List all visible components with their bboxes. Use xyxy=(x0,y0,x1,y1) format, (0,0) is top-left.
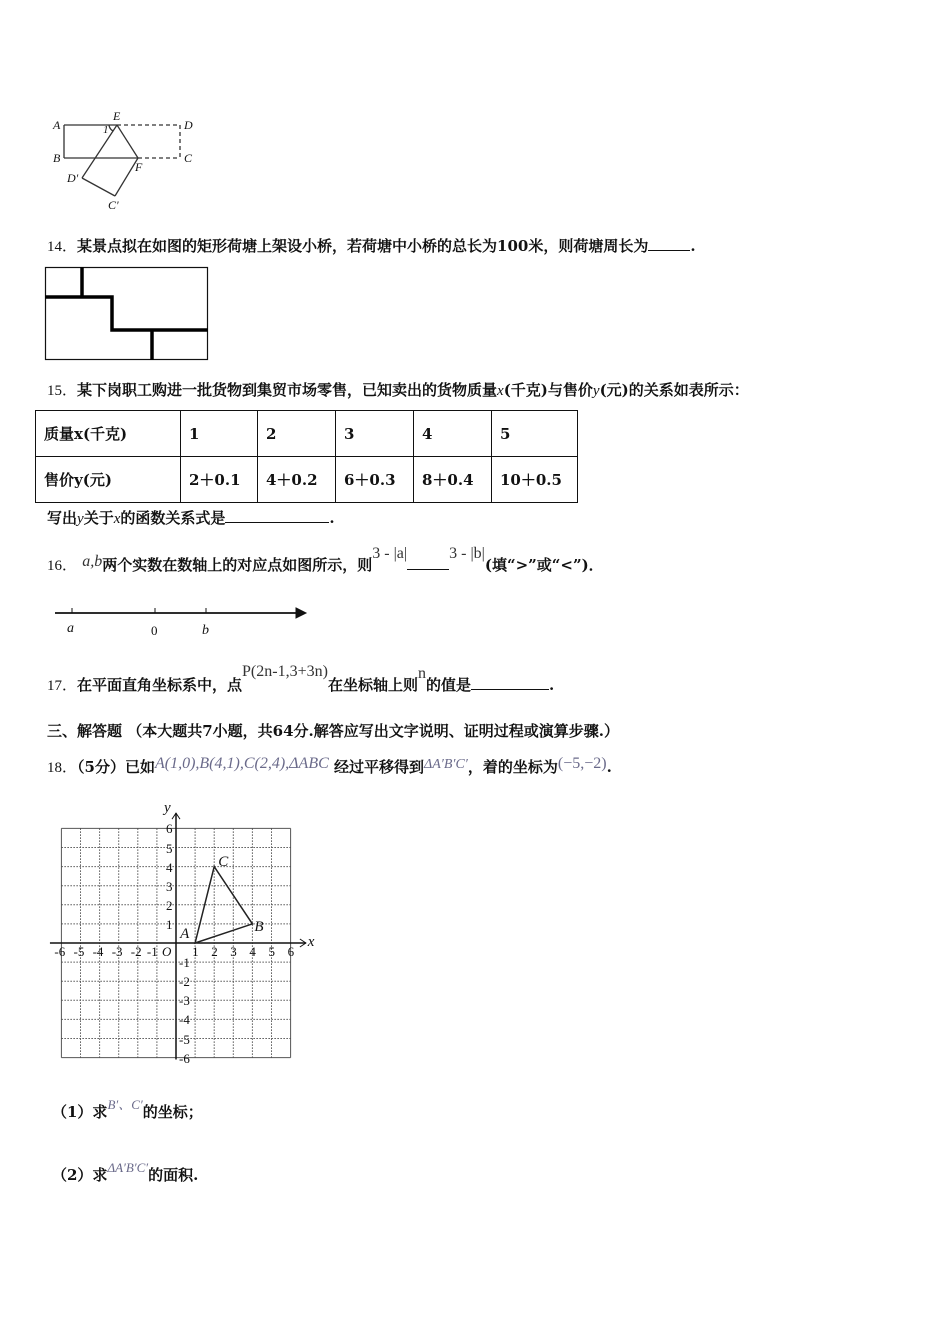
x-tick-label: -1 xyxy=(146,944,158,959)
x-tick-label: -6 xyxy=(54,944,66,959)
var-y: y xyxy=(592,383,600,399)
q16-text: 两个实数在数轴上的对应点如图所示，则 xyxy=(102,556,373,574)
y-tick-label: 4 xyxy=(166,859,173,875)
q15-end: . xyxy=(329,509,335,527)
q17-end: . xyxy=(548,676,555,694)
axis-label-b: b xyxy=(202,623,209,638)
q15-text-a: 某下岗职工购进一批货物到集贸市场零售，已知卖出的货物质量 xyxy=(77,381,498,399)
table-cell: 8＋0.4 xyxy=(414,457,492,503)
y-tick-label: 3 xyxy=(166,878,173,894)
q15-text-c: (元)的关系如表所示： xyxy=(599,381,749,399)
q18-text-b: ，着的坐标为 xyxy=(467,758,558,776)
q16-answer-blank[interactable] xyxy=(407,555,449,570)
y-tick-label: 6 xyxy=(166,821,173,837)
x-axis-label: x xyxy=(307,934,315,950)
point-label-B: B xyxy=(254,918,264,935)
expr-3-minus-abs-b: 3 - |b| xyxy=(449,545,485,562)
q14-answer-blank[interactable] xyxy=(648,236,690,251)
q17-text-c: 的值是 xyxy=(425,676,471,694)
question-14 xyxy=(47,236,696,257)
origin-label: O xyxy=(162,944,172,959)
var-x: x xyxy=(113,511,121,527)
pond-bridge-figure xyxy=(45,267,208,360)
question-18 xyxy=(47,757,612,779)
triangle-abc xyxy=(195,867,252,943)
angle-label: 1 xyxy=(103,124,109,136)
x-tick-label: -3 xyxy=(111,944,123,959)
expr-3-minus-abs-a: 3 - |a| xyxy=(372,545,408,562)
x-tick-label: 5 xyxy=(268,944,275,959)
q15-follow-up xyxy=(47,508,335,529)
label-C: C xyxy=(184,151,193,165)
table-cell: 3 xyxy=(336,411,414,457)
x-tick-label: -5 xyxy=(73,944,85,959)
axis-label-zero: 0 xyxy=(151,623,158,638)
q18-end: . xyxy=(606,758,612,776)
y-tick-label: -1 xyxy=(179,955,190,971)
q18-score: （5分）已如 xyxy=(77,758,155,776)
q15-number: 15． xyxy=(47,383,78,399)
x-axis-arrow xyxy=(300,939,306,947)
q14-text: 某景点拟在如图的矩形荷塘上架设小桥，若荷塘中小桥的总长为100米，则荷塘周长为 xyxy=(77,237,649,255)
q14-end: . xyxy=(690,237,696,255)
q17-text-b: 在坐标轴上则 xyxy=(327,676,418,694)
number-line xyxy=(55,608,306,618)
section-3-heading: 三、解答题 （本大题共7小题，共64分.解答应写出文字说明、证明过程或演算步骤.） xyxy=(47,722,619,740)
table-cell: 2＋0.1 xyxy=(181,457,258,503)
var-x: x xyxy=(497,383,504,399)
table-cell: 6＋0.3 xyxy=(336,457,414,503)
q18-text-a: 经过平移得到 xyxy=(334,758,425,776)
q18-part-1 xyxy=(52,1097,203,1123)
x-tick-label: -2 xyxy=(130,944,142,959)
q18-number: 18． xyxy=(47,760,78,776)
table-cell: 2 xyxy=(258,411,336,457)
table-cell: 4＋0.2 xyxy=(258,457,336,503)
point-label-C: C xyxy=(218,853,229,870)
part1-text: 的坐标； xyxy=(142,1103,203,1121)
x-tick-label: 6 xyxy=(287,944,295,959)
table-cell: 10＋0.5 xyxy=(492,457,578,503)
q15-follow-c: 的函数关系式是 xyxy=(120,509,226,527)
mass-price-table xyxy=(35,410,578,503)
label-D: D xyxy=(184,118,193,132)
table-header: 售价y(元) xyxy=(36,457,181,503)
given-points: A(1,0),B(4,1),C(2,4),ΔABC xyxy=(154,755,329,772)
part1-label: （1）求 xyxy=(52,1103,108,1121)
x-tick-label: 4 xyxy=(249,944,256,959)
question-15 xyxy=(47,380,749,401)
x-tick-label: 2 xyxy=(211,944,218,959)
coordinate-grid xyxy=(50,813,306,1059)
coord-value: (−5,−2) xyxy=(557,755,607,772)
axis-label-a: a xyxy=(67,621,74,636)
part2-label: （2）求 xyxy=(52,1166,108,1184)
q16-vars: a,b xyxy=(82,553,103,570)
q15-follow-a: 写出 xyxy=(47,509,78,527)
y-tick-label: -4 xyxy=(179,1012,190,1028)
y-tick-label: -6 xyxy=(179,1050,190,1066)
q18-part-2 xyxy=(52,1160,199,1186)
table-cell: 5 xyxy=(492,411,578,457)
y-tick-label: -2 xyxy=(179,974,190,990)
y-tick-label: -5 xyxy=(179,1031,190,1047)
label-F: F xyxy=(135,160,143,174)
q16-number: 16． xyxy=(47,558,78,574)
table-row xyxy=(36,411,578,457)
q15-follow-b: 关于 xyxy=(83,509,114,527)
x-tick-label: 3 xyxy=(230,944,237,959)
part2-text: 的面积. xyxy=(148,1166,199,1184)
y-tick-label: -3 xyxy=(179,993,190,1009)
q15-answer-blank[interactable] xyxy=(225,508,329,523)
table-row xyxy=(36,457,578,503)
point-p: P(2n-1,3+3n) xyxy=(242,663,328,680)
q17-answer-blank[interactable] xyxy=(471,675,549,690)
q17-text-a: 在平面直角坐标系中，点 xyxy=(77,676,243,694)
q16-tail: (填“>”或“<”)． xyxy=(484,556,604,574)
x-tick-label: 1 xyxy=(192,944,199,959)
q15-text-b: (千克)与售价 xyxy=(503,381,593,399)
question-16 xyxy=(47,545,604,576)
part2-expr: ΔA′B′C′ xyxy=(107,1160,149,1175)
triangle-prime: ΔA′B′C′ xyxy=(424,757,468,772)
part1-expr: B′、C′ xyxy=(107,1097,143,1112)
label-E: E xyxy=(113,109,121,123)
q17-number: 17． xyxy=(47,678,78,694)
label-A: A xyxy=(53,118,61,132)
table-header: 质量x(千克) xyxy=(36,411,181,457)
var-y: y xyxy=(77,511,84,527)
y-tick-label: 5 xyxy=(166,840,173,856)
q14-number: 14． xyxy=(47,239,78,255)
label-D-prime: D' xyxy=(67,171,79,185)
table-cell: 4 xyxy=(414,411,492,457)
var-n: n xyxy=(417,665,426,682)
point-label-A: A xyxy=(180,926,190,942)
x-tick-label: -4 xyxy=(92,944,104,959)
label-C-prime: C' xyxy=(108,198,119,212)
question-17 xyxy=(47,663,555,696)
y-tick-label: 2 xyxy=(166,897,173,913)
y-axis-arrow xyxy=(172,813,180,819)
y-tick-label: 1 xyxy=(166,916,173,932)
y-axis-label: y xyxy=(164,800,171,817)
label-B: B xyxy=(53,151,61,165)
table-cell: 1 xyxy=(181,411,258,457)
